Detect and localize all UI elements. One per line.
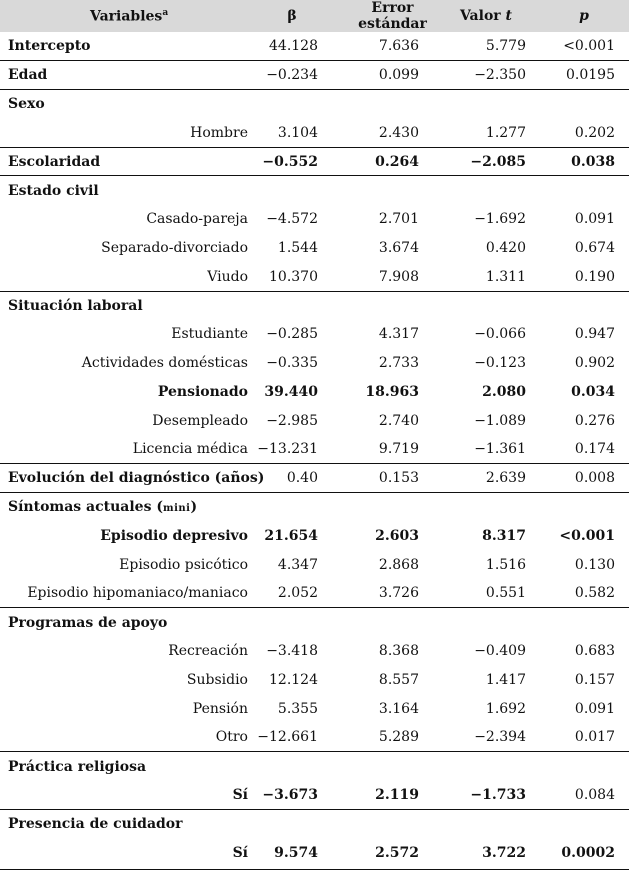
header-variables [0,0,250,32]
table-row [0,61,629,90]
beta-cell: 5.355 [277,700,318,717]
group-label-text: Situación laboral [8,297,143,314]
sub-variable-label: Recreación [168,643,248,660]
beta-cell: 39.440 [264,383,318,400]
sub-variable-label: Licencia médica [132,441,248,458]
beta-cell: 0.40 [286,470,318,487]
t-value-cell: −1.361 [474,441,526,458]
sub-variable-label: Hombre [190,124,248,141]
p-value-cell: 0.130 [574,556,615,573]
p-value-cell: 0.091 [574,700,615,717]
std-error-cell: 2.430 [378,124,419,141]
table-row [0,550,629,579]
group-header-row [0,176,629,205]
variable-label: Escolaridad [8,153,101,170]
sub-variable-label: Estudiante [171,326,248,343]
header-p [531,0,629,32]
std-error-cell: 3.164 [378,700,419,717]
variable-label: Intercepto [8,38,91,55]
p-value-cell: 0.157 [574,671,615,688]
table-row [0,262,629,291]
std-error-cell: 0.099 [378,67,419,84]
group-header-row [0,608,629,637]
beta-cell: 12.124 [269,671,318,688]
table-row [0,464,629,493]
std-error-cell: 18.963 [365,383,419,400]
group-label-text: Práctica religiosa [8,758,147,775]
group-label-end: ) [190,499,198,516]
table-row [0,349,629,378]
group-label-smallcaps: mini [162,503,191,515]
table-row [0,666,629,695]
beta-cell: 9.574 [274,844,318,861]
group-header-row [0,493,629,522]
t-value-cell: −2.085 [470,153,526,170]
p-value-cell: 0.202 [574,124,615,141]
table-row [0,147,629,176]
std-error-cell: 2.868 [378,556,419,573]
t-value-cell: −2.350 [474,67,526,84]
beta-cell: 10.370 [269,268,318,285]
group-label-text: Estado civil [8,182,99,199]
beta-cell: −0.552 [262,153,318,170]
beta-cell: −0.335 [266,355,318,372]
sub-variable-label: Sí [232,844,248,861]
variable-label: Edad [8,67,48,84]
group-label [0,810,629,839]
p-value-cell: 0.276 [574,412,615,429]
table-row [0,579,629,608]
group-label [0,90,629,119]
beta-cell: −2.985 [266,412,318,429]
p-value-cell: <0.001 [563,38,615,55]
sub-variable-label: Subsidio [186,671,248,688]
p-value-cell: 0.174 [574,441,615,458]
t-value-cell: 1.692 [485,700,526,717]
beta-cell: −0.234 [266,67,318,84]
std-error-cell: 7.636 [378,38,419,55]
group-label-text: Presencia de cuidador [8,816,183,833]
table-row [0,118,629,147]
sub-variable-label: Episodio depresivo [100,527,248,544]
beta-cell: 2.052 [277,585,318,602]
p-value-cell: 0.582 [574,585,615,602]
beta-cell: −3.418 [266,643,318,660]
sub-variable-label: Episodio psicótico [119,556,248,573]
table-row [0,320,629,349]
sub-variable-label: Otro [215,729,248,746]
p-value-cell: 0.674 [574,239,615,256]
header-t-value-t: t [505,8,513,24]
sub-variable-label: Viudo [207,268,248,285]
p-value-cell: 0.683 [574,643,615,660]
table-body [0,32,629,867]
p-value-cell: 0.084 [574,786,615,803]
table-header [0,0,629,32]
std-error-cell: 7.908 [378,268,419,285]
group-label-text: Sexo [8,96,45,113]
table-row [0,781,629,810]
table-row [0,637,629,666]
table-row [0,234,629,263]
beta-cell: 44.128 [269,38,318,55]
table-row [0,406,629,435]
t-value-cell: 0.551 [485,585,526,602]
t-value-cell: −1.692 [474,211,526,228]
p-value-cell: 0.0002 [561,844,615,861]
variable-label: Evolución del diagnóstico (años) [8,470,265,487]
std-error-cell: 2.740 [378,412,419,429]
std-error-cell: 3.726 [378,585,419,602]
group-label [0,752,629,781]
group-label-text: Síntomas actuales ( [8,499,163,516]
t-value-cell: 3.722 [482,844,526,861]
std-error-cell: 0.264 [375,153,419,170]
beta-cell: 1.544 [277,239,318,256]
table-bottom-rule [0,869,629,870]
beta-cell: −13.231 [257,441,318,458]
group-header-row [0,752,629,781]
std-error-cell: 8.368 [378,643,419,660]
beta-cell: 3.104 [277,124,318,141]
group-label [0,291,629,320]
table-row [0,522,629,551]
table-row [0,378,629,407]
std-error-cell: 3.674 [378,239,419,256]
std-error-cell: 0.153 [378,470,419,487]
header-t-value-prefix: Valor [459,8,506,24]
sub-variable-label: Separado-divorciado [101,239,248,256]
table-row [0,205,629,234]
sub-variable-label: Desempleado [152,412,248,429]
t-value-cell: −0.066 [474,326,526,343]
header-variables-footnote: a [162,7,169,18]
t-value-cell: −0.409 [474,643,526,660]
p-value-cell: 0.0195 [566,67,615,84]
group-label-text: Programas de apoyo [8,614,168,631]
group-header-row [0,90,629,119]
table-row [0,694,629,723]
p-value-cell: 0.091 [574,211,615,228]
sub-variable-label: Actividades domésticas [81,355,248,372]
sub-variable-label: Episodio hipomaniaco/maniaco [27,585,248,602]
t-value-cell: 0.420 [485,239,526,256]
beta-cell: −3.673 [262,786,318,803]
p-value-cell: 0.902 [574,355,615,372]
t-value-cell: −0.123 [474,355,526,372]
header-p-text: p [579,8,589,24]
t-value-cell: 2.639 [485,470,526,487]
table-row [0,32,629,61]
std-error-cell: 4.317 [378,326,419,343]
t-value-cell: −2.394 [474,729,526,746]
t-value-cell: −1.089 [474,412,526,429]
group-label [0,176,629,205]
std-error-cell: 9.719 [378,441,419,458]
std-error-cell: 2.603 [375,527,419,544]
table-row [0,723,629,752]
beta-cell: −4.572 [266,211,318,228]
p-value-cell: 0.038 [571,153,615,170]
header-variables-text: Variables [90,8,163,25]
beta-cell: 4.347 [277,556,318,573]
t-value-cell: 1.417 [485,671,526,688]
p-value-cell: 0.008 [574,470,615,487]
header-beta: β [287,8,297,24]
p-value-cell: 0.190 [574,268,615,285]
std-error-cell: 2.701 [378,211,419,228]
std-error-cell: 2.733 [378,355,419,372]
sub-variable-label: Casado-pareja [146,211,248,228]
beta-cell: 21.654 [264,527,318,544]
header-row [0,0,629,32]
t-value-cell: 8.317 [482,527,526,544]
t-value-cell: −1.733 [470,786,526,803]
p-value-cell: <0.001 [559,527,615,544]
p-value-cell: 0.034 [571,383,615,400]
t-value-cell: 5.779 [485,38,526,55]
p-value-cell: 0.017 [574,729,615,746]
group-label [0,608,629,637]
sub-variable-label: Pensionado [157,383,248,400]
group-header-row [0,810,629,839]
p-value-cell: 0.947 [574,326,615,343]
t-value-cell: 2.080 [482,383,526,400]
group-label [0,493,629,522]
std-error-cell: 8.557 [378,671,419,688]
std-error-cell: 5.289 [378,729,419,746]
beta-cell: −0.285 [266,326,318,343]
sub-variable-label: Sí [232,786,248,803]
t-value-cell: 1.277 [485,124,526,141]
group-header-row [0,291,629,320]
header-t-value [431,0,531,32]
t-value-cell: 1.516 [485,556,526,573]
header-std-error: Error estándar [358,0,427,32]
std-error-cell: 2.119 [375,786,419,803]
t-value-cell: 1.311 [485,268,526,285]
beta-cell: −12.661 [257,729,318,746]
std-error-cell: 2.572 [375,844,419,861]
sub-variable-label: Pensión [192,700,248,717]
table-row [0,435,629,464]
table-row [0,838,629,867]
